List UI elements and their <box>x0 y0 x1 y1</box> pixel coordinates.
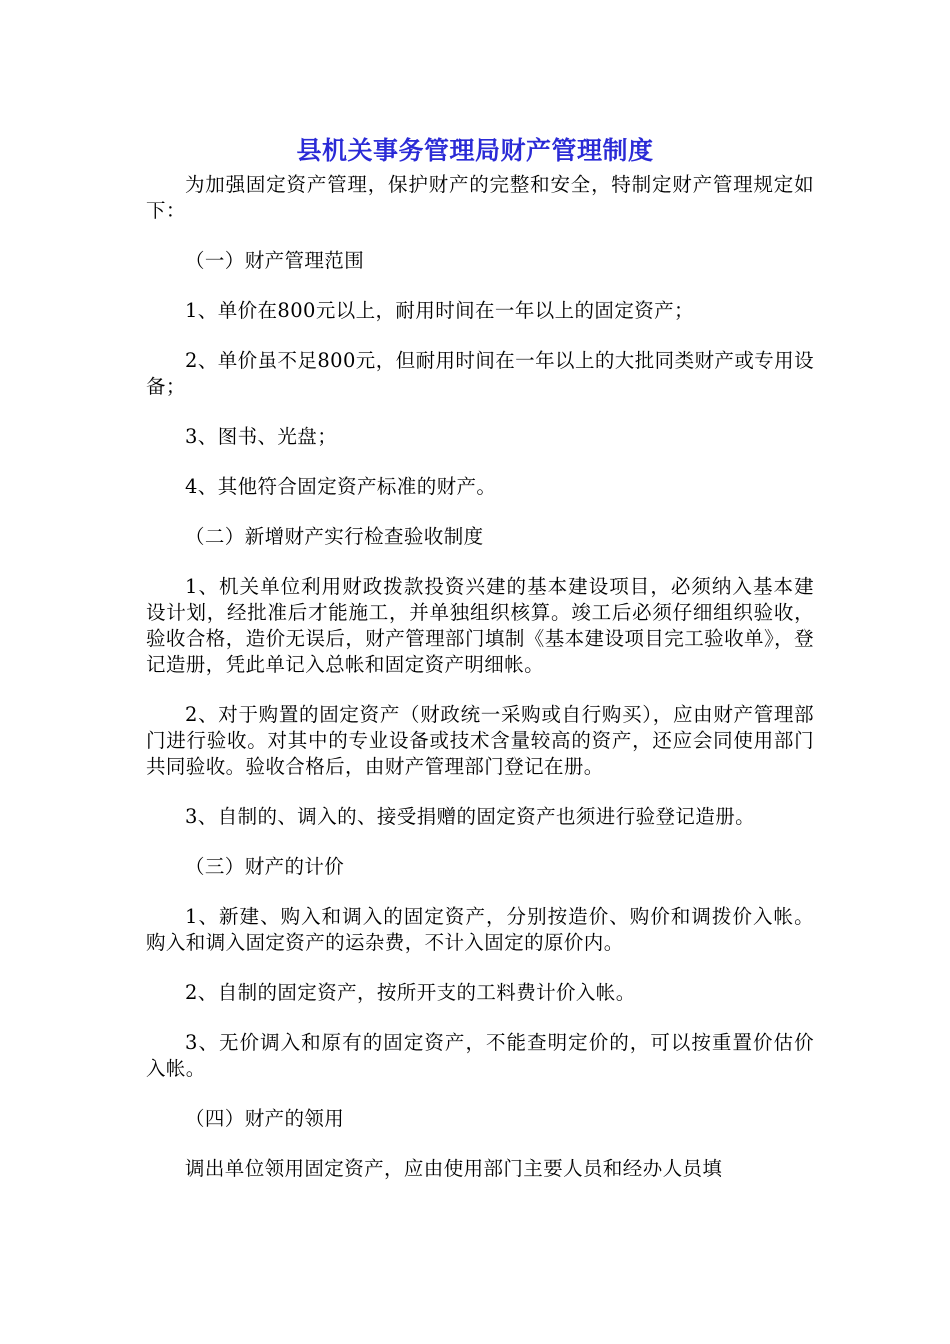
paragraph-item: 4、其他符合固定资产标准的财产。 <box>185 475 497 498</box>
section-heading-2: （二）新增财产实行检查验收制度 <box>185 525 484 548</box>
paragraph-item: 2、自制的固定资产，按所开支的工料费计价入帐。 <box>185 981 636 1004</box>
document-body <box>146 172 814 1182</box>
paragraph-item: 1、新建、购入和调入的固定资产，分别按造价、购价和调拨价入帐。购入和调入固定资产的运杂费，不计入固定的原价内。 <box>146 905 814 954</box>
paragraph-intro: 为加强固定资产管理，保护财产的完整和安全，特制定财产管理规定如下： <box>146 173 814 222</box>
paragraph-item: 3、图书、光盘； <box>185 425 338 448</box>
document-title: 县机关事务管理局财产管理制度 <box>296 136 654 165</box>
paragraph-item: 3、无价调入和原有的固定资产，不能查明定价的，可以按重置价估价入帐。 <box>146 1031 814 1080</box>
section-heading-3: （三）财产的计价 <box>185 855 345 878</box>
paragraph-item: 1、机关单位利用财政拨款投资兴建的基本建设项目，必须纳入基本建设计划，经批准后才能施工，并单独组织核算。竣工后必须仔细组织验收，验收合格，造价无误后，财产管理部门填制《基本建设项目完工验收单》，登记造册，凭此单记入总帐和固定资产明细帐。 <box>146 575 814 676</box>
paragraph-item: 2、单价虽不足800元，但耐用时间在一年以上的大批同类财产或专用设备； <box>146 349 814 398</box>
paragraph-item: 3、自制的、调入的、接受捐赠的固定资产也须进行验登记造册。 <box>185 805 756 828</box>
paragraph-item: 2、对于购置的固定资产（财政统一采购或自行购买），应由财产管理部门进行验收。对其中的专业设备或技术含量较高的资产，还应会同使用部门共同验收。验收合格后，由财产管理部门登记在册。 <box>146 703 814 778</box>
section-heading-4: （四）财产的领用 <box>185 1107 345 1130</box>
section-heading-1: （一）财产管理范围 <box>185 249 365 272</box>
paragraph-item: 调出单位领用固定资产，应由使用部门主要人员和经办人员填 <box>185 1157 723 1180</box>
paragraph-item: 1、单价在800元以上，耐用时间在一年以上的固定资产； <box>185 299 694 322</box>
